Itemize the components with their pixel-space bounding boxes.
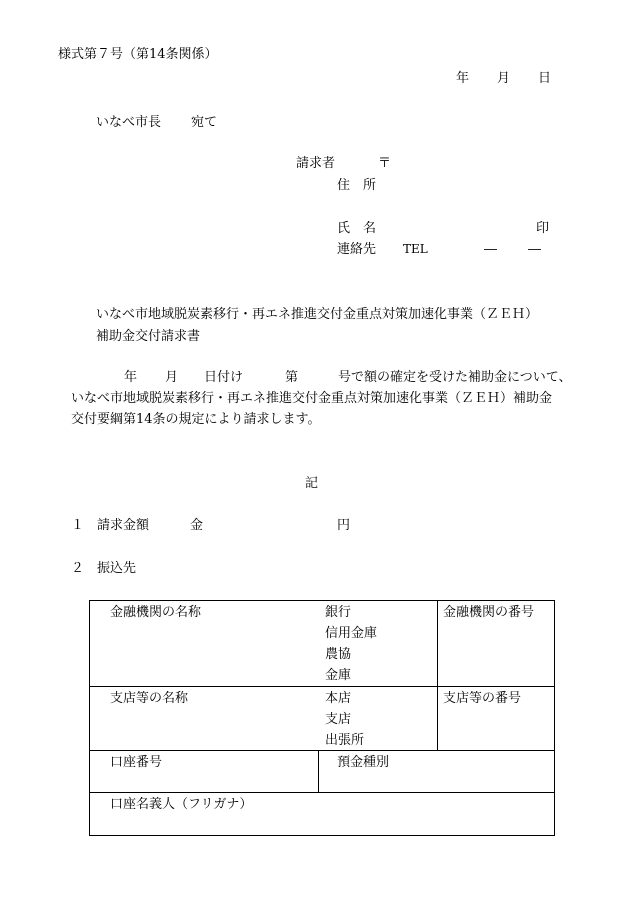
- tel-dash-2: ―: [528, 242, 541, 257]
- tel-dash-1: ―: [484, 242, 497, 257]
- body-no: 第: [285, 370, 299, 385]
- item1-label: 請求金額: [97, 518, 150, 533]
- form-number: 様式第７号（第14条関係）: [58, 47, 218, 62]
- branch-number-cell: [438, 687, 555, 751]
- body-month: 月: [165, 370, 179, 385]
- body-year: 年: [124, 370, 138, 385]
- date-day: 日: [538, 71, 552, 86]
- institution-type-list: [325, 602, 377, 686]
- deposit-type-cell: [319, 751, 555, 793]
- contact-label: 連絡先: [337, 242, 377, 257]
- institution-number-label: 金融機関の番号: [443, 605, 535, 620]
- name-label: 氏 名: [337, 221, 377, 236]
- institution-type-bank: 銀行: [325, 605, 352, 620]
- addressee-name: いなべ市長: [96, 115, 162, 130]
- postal-mark: 〒: [378, 156, 392, 171]
- branch-type-shiten: 支店: [325, 712, 352, 727]
- ki-mark: 記: [305, 476, 319, 491]
- addressee-honorific: 宛て: [191, 115, 218, 130]
- institution-name-cell: [90, 601, 438, 687]
- bank-transfer-table: [89, 600, 555, 836]
- branch-type-list: [325, 688, 364, 751]
- date-month: 月: [497, 71, 511, 86]
- requester-label: 請求者: [296, 156, 336, 171]
- institution-type-shinkin: 信用金庫: [325, 626, 378, 641]
- account-number-cell: [90, 751, 319, 793]
- address-label: 住 所: [337, 178, 377, 193]
- body-line1-rest: 号で額の確定を受けた補助金について、: [338, 370, 572, 385]
- body-dated: 日付け: [204, 370, 244, 385]
- branch-name-cell: [90, 687, 438, 751]
- branch-type-honten: 本店: [325, 691, 352, 706]
- account-number-label: 口座番号: [110, 755, 163, 770]
- body-line2: いなべ市地域脱炭素移行・再エネ推進交付金重点対策加速化事業（ＺＥＨ）補助金: [71, 391, 553, 406]
- item2-number: ２: [71, 561, 85, 576]
- institution-name-label: 金融機関の名称: [110, 605, 202, 620]
- institution-type-kinko: 金庫: [325, 668, 352, 683]
- institution-type-nokyo: 農協: [325, 647, 352, 662]
- item1-kin: 金: [190, 518, 204, 533]
- deposit-type-label: 預金種別: [337, 755, 390, 770]
- item1-number: １: [71, 518, 85, 533]
- branch-type-shuchojo: 出張所: [325, 733, 365, 748]
- branch-number-label: 支店等の番号: [443, 691, 522, 706]
- body-line3: 交付要綱第14条の規定により請求します。: [71, 412, 321, 427]
- document-title-line1: いなべ市地域脱炭素移行・再エネ推進交付金重点対策加速化事業（ＺＥＨ）: [96, 307, 539, 322]
- account-holder-label: 口座名義人（フリガナ）: [110, 797, 253, 812]
- institution-number-cell: [438, 601, 555, 687]
- document-title-line2: 補助金交付請求書: [96, 329, 201, 344]
- account-holder-cell: [90, 793, 555, 836]
- date-year: 年: [456, 71, 470, 86]
- item2-label: 振込先: [97, 561, 137, 576]
- seal-mark: 印: [536, 221, 550, 236]
- item1-yen: 円: [337, 518, 351, 533]
- tel-label: TEL: [403, 242, 428, 256]
- branch-name-label: 支店等の名称: [110, 691, 189, 706]
